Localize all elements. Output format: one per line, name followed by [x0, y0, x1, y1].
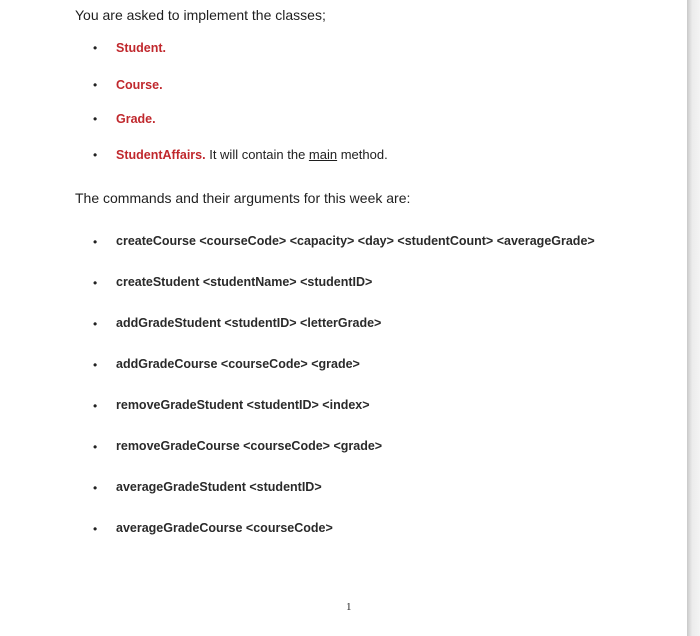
- bullet-marker: •: [93, 440, 98, 454]
- bullet-marker: •: [93, 358, 98, 372]
- class-item-course: [116, 78, 163, 92]
- commands-intro: The commands and their arguments for this week are:: [75, 190, 411, 206]
- class-name: StudentAffairs.: [116, 148, 206, 162]
- class-name: Student.: [116, 41, 166, 55]
- bullet-marker: •: [93, 481, 98, 495]
- command-average-grade-student: averageGradeStudent <studentID>: [116, 480, 322, 494]
- command-remove-grade-course: removeGradeCourse <courseCode> <grade>: [116, 439, 383, 453]
- command-create-course: createCourse <courseCode> <capacity> <day> <studentCount> <averageGrade>: [116, 234, 595, 248]
- bullet-marker: •: [93, 317, 98, 331]
- class-item-studentaffairs: [116, 147, 388, 162]
- page-number: 1: [346, 601, 352, 613]
- class-item-grade: [116, 112, 156, 126]
- command-average-grade-course: averageGradeCourse <courseCode>: [116, 521, 333, 535]
- class-description: It will contain the: [205, 147, 309, 162]
- class-description-end: method.: [337, 147, 388, 162]
- command-add-grade-student: addGradeStudent <studentID> <letterGrade>: [116, 316, 382, 330]
- command-add-grade-course: addGradeCourse <courseCode> <grade>: [116, 357, 360, 371]
- command-create-student: createStudent <studentName> <studentID>: [116, 275, 373, 289]
- command-remove-grade-student: removeGradeStudent <studentID> <index>: [116, 398, 370, 412]
- bullet-marker: •: [93, 399, 98, 413]
- bullet-marker: •: [93, 276, 98, 290]
- bullet-marker: •: [93, 148, 98, 162]
- class-item-student: [116, 41, 166, 55]
- class-name: Grade.: [116, 112, 156, 126]
- intro-text: You are asked to implement the classes;: [75, 7, 326, 23]
- bullet-marker: •: [93, 522, 98, 536]
- bullet-marker: •: [93, 78, 98, 92]
- bullet-marker: •: [93, 235, 98, 249]
- class-name: Course.: [116, 78, 163, 92]
- page-edge-shadow: [687, 0, 700, 636]
- bullet-marker: •: [93, 41, 98, 55]
- main-method-word: main: [308, 147, 338, 162]
- bullet-marker: •: [93, 112, 98, 126]
